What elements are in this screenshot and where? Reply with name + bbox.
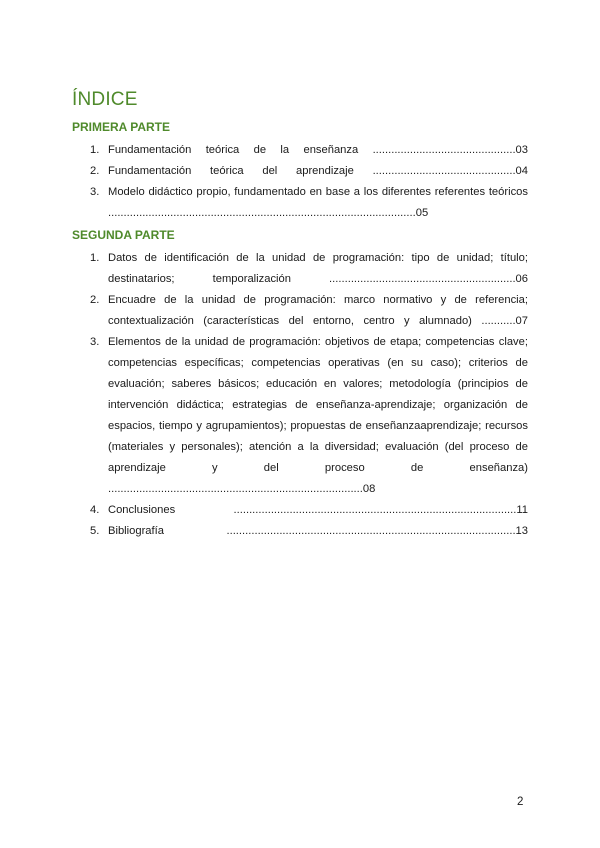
toc-list-primera (72, 140, 528, 224)
page-title: ÍNDICE (72, 89, 138, 110)
toc-item-text: Datos de identificación de la unidad de programación: tipo de unidad; título; destinatarios; temporalización ............................................................06 (108, 252, 528, 285)
toc-item-text: Encuadre de la unidad de programación: marco normativo y de referencia; contextualización (características del entorno, centro y alumnado) ...........07 (108, 294, 528, 327)
toc-item-number: 5. (90, 525, 100, 537)
toc-item-text: Elementos de la unidad de programación: objetivos de etapa; competencias clave; competencias específicas; competencias operativas (en su caso); criterios de evaluación; saberes básicos; educación en valores; metodología (principios de intervención didáctica; estrategias de enseñanza-aprendizaje; organización de espacios, tiempo y agrupamientos); propuestas de enseñanzaaprendizaje; recursos (materiales y personales); atención a la diversidad; evaluación (del proceso de aprendizaje y del proceso de enseñanza) ..................................................................................08 (108, 336, 528, 495)
toc-item-text: Fundamentación teórica de la enseñanza ..............................................03 (108, 144, 528, 156)
toc-item-text: Bibliografía .............................................................................................13 (108, 525, 528, 537)
toc-item-number: 4. (90, 504, 100, 516)
toc-list-segunda (72, 248, 528, 542)
toc-item (72, 332, 528, 500)
part-heading-primera: PRIMERA PARTE (72, 120, 171, 134)
toc-item (72, 161, 528, 182)
toc-item (72, 140, 528, 161)
toc-item-number: 3. (90, 336, 100, 348)
page-number: 2 (517, 796, 524, 808)
toc-item-number: 1. (90, 252, 100, 264)
toc-item-text: Modelo didáctico propio, fundamentado en base a los diferentes referentes teóricos ...................................................................................................05 (108, 186, 528, 219)
table-of-contents (72, 118, 528, 542)
toc-item-text: Conclusiones ...........................................................................................11 (108, 504, 528, 516)
toc-item (72, 290, 528, 332)
part-heading-segunda: SEGUNDA PARTE (72, 228, 175, 242)
toc-item-number: 1. (90, 144, 100, 156)
toc-item-text: Fundamentación teórica del aprendizaje ..............................................04 (108, 165, 528, 177)
toc-item-number: 3. (90, 186, 100, 198)
toc-item (72, 500, 528, 521)
toc-item-number: 2. (90, 294, 100, 306)
toc-item (72, 182, 528, 224)
toc-item-number: 2. (90, 165, 100, 177)
toc-item (72, 248, 528, 290)
toc-item (72, 521, 528, 542)
